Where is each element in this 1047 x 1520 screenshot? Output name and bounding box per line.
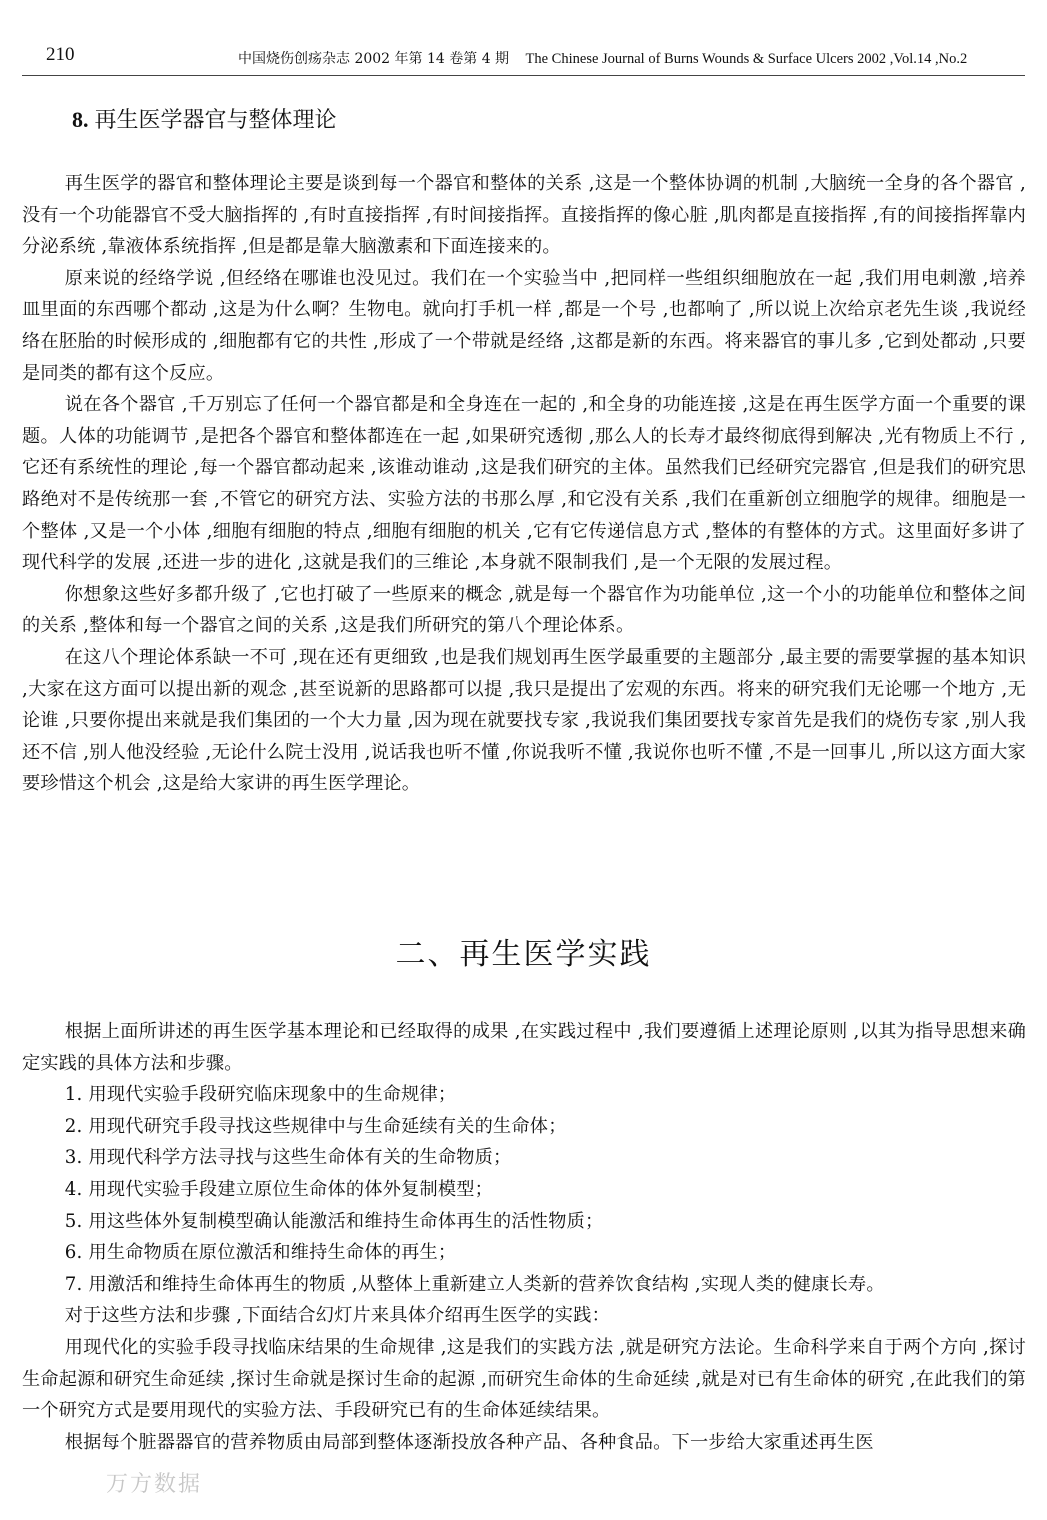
paragraph: 根据每个脏器器官的营养物质由局部到整体逐渐投放各种产品、各种食品。下一步给大家重述再生医 — [64, 1431, 874, 1453]
list-item: 7. 用激活和维持生命体再生的物质 ,从整体上重新建立人类新的营养饮食结构 ,实现人类的健康长寿。 — [64, 1273, 885, 1295]
journal-citation — [238, 48, 967, 68]
paragraph: 用现代化的实验手段寻找临床结果的生命规律 ,这是我们的实践方法 ,就是研究方法论。生命科学来自于两个方向 ,探讨生命起源和研究生命延续 ,探讨生命就是探讨生命的起源 ,而研究生命体的生命延续 ,就是对已有生命体的研究 ,在此我们的第一个研究方式是要用现代的实验方法、手段研究已有的生命体延续结果。 — [22, 1336, 1027, 1422]
part-body — [22, 1016, 1026, 1458]
list-item: 3. 用现代科学方法寻找与这些生命体有关的生命物质； — [64, 1147, 512, 1169]
paragraph: 你想象这些好多都升级了 ,它也打破了一些原来的概念 ,就是每一个器官作为功能单位 ,这一个小的功能单位和整体之间的关系 ,整体和每一个器官之间的关系 ,这是我们所研究的第八个理论体系。 — [22, 583, 1026, 637]
header-rule — [22, 75, 1025, 76]
list-item: 6. 用生命物质在原位激活和维持生命体的再生； — [64, 1242, 457, 1264]
part-heading: 二、再生医学实践 — [395, 937, 652, 972]
section-title: 再生医学器官与整体理论 — [94, 108, 337, 133]
journal-title-en: The Chinese Journal of Burns Wounds & Surface Ulcers 2002 ,Vol.14 ,No.2 — [525, 51, 968, 67]
list-item: 1. 用现代实验手段研究临床现象中的生命规律； — [64, 1084, 457, 1106]
paragraph: 在这八个理论体系缺一不可 ,现在还有更细致 ,也是我们规划再生医学最重要的主题部分 ,最主要的需要掌握的基本知识 ,大家在这方面可以提出新的观念 ,甚至说新的思路都可以提 ,我只是提出了宏观的东西。将来的研究我们无论哪一个地方 ,无论谁 ,只要你提出来就是我们集团的一个大力量 ,因为现在就要找专家 ,我说我们集团要找专家首先是我们的烧伤专家 ,别人我还不信 ,别人他没经验 ,无论什么院士没用 ,说话我也听不懂 ,你说我听不懂 ,我说你也听不懂 ,不是一回事儿 ,所以这方面大家要珍惜这个机会 ,这是给大家讲的再生医学理论。 — [22, 646, 1027, 795]
paragraph: 对于这些方法和步骤 ,下面结合幻灯片来具体介绍再生医学的实践： — [64, 1305, 610, 1327]
list-item: 5. 用这些体外复制模型确认能激活和维持生命体再生的活性物质； — [64, 1210, 604, 1232]
paragraph: 原来说的经络学说 ,但经络在哪谁也没见过。我们在一个实验当中 ,把同样一些组织细胞放在一起 ,我们用电刺激 ,培养皿里面的东西哪个都动 ,这是为什么啊？生物电。就向打手机一样 ,都是一个号 ,也都响了 ,所以说上次给京老先生谈 ,我说经络在胚胎的时候形成的 ,细胞都有它的共性 ,形成了一个带就是经络 ,这都是新的东西。将来器官的事儿多 ,它到处都动 ,只要是同类的都有这个反应。 — [22, 267, 1026, 384]
list-item: 2. 用现代研究手段寻找这些规律中与生命延续有关的生命体； — [64, 1115, 567, 1137]
section-body — [22, 168, 1026, 800]
page-number: 210 — [46, 44, 75, 65]
watermark: 万方数据 — [106, 1472, 203, 1497]
section-number: 8. — [72, 107, 89, 132]
intro-paragraph: 根据上面所讲述的再生医学基本理论和已经取得的成果 ,在实践过程中 ,我们要遵循上述理论原则 ,以其为指导思想来确定实践的具体方法和步骤。 — [22, 1021, 1026, 1074]
section-heading — [72, 103, 337, 134]
list-item: 4. 用现代实验手段建立原位生命体的体外复制模型； — [64, 1178, 494, 1200]
running-header — [0, 44, 1047, 74]
paragraph: 再生医学的器官和整体理论主要是谈到每一个器官和整体的关系 ,这是一个整体协调的机制 ,大脑统一全身的各个器官 ,没有一个功能器官不受大脑指挥的 ,有时直接指挥 ,有时间接指挥。直接指挥的像心脏 ,肌肉都是直接指挥 ,有的间接指挥靠内分泌系统 ,靠液体系统指挥 ,但是都是靠大脑激素和下面连接来的。 — [22, 173, 1027, 258]
journal-title-cn: 中国烧伤创疡杂志 2002 年第 14 卷第 4 期 — [238, 51, 510, 67]
paragraph: 说在各个器官 ,千万别忘了任何一个器官都是和全身连在一起的 ,和全身的功能连接 ,这是在再生医学方面一个重要的课题。人体的功能调节 ,是把各个器官和整体都连在一起 ,如果研究透彻 ,那么人的长寿才最终彻底得到解决 ,光有物质上不行 ,它还有系统性的理论 ,每一个器官都动起来 ,该谁动谁动 ,这是我们研究的主体。虽然我们已经研究完器官 ,但是我们的研究思路绝对不是传统那一套 ,不管它的研究方法、实验方法的书那么厚 ,和它没有关系 ,我们在重新创立细胞学的规律。细胞是一个整体 ,又是一个小体 ,细胞有细胞的特点 ,细胞有细胞的机关 ,它有它传递信息方式 ,整体的有整体的方式。这里面好多讲了现代科学的发展 ,还进一步的进化 ,这就是我们的三维论 ,本身就不限制我们 ,是一个无限的发展过程。 — [22, 394, 1027, 574]
